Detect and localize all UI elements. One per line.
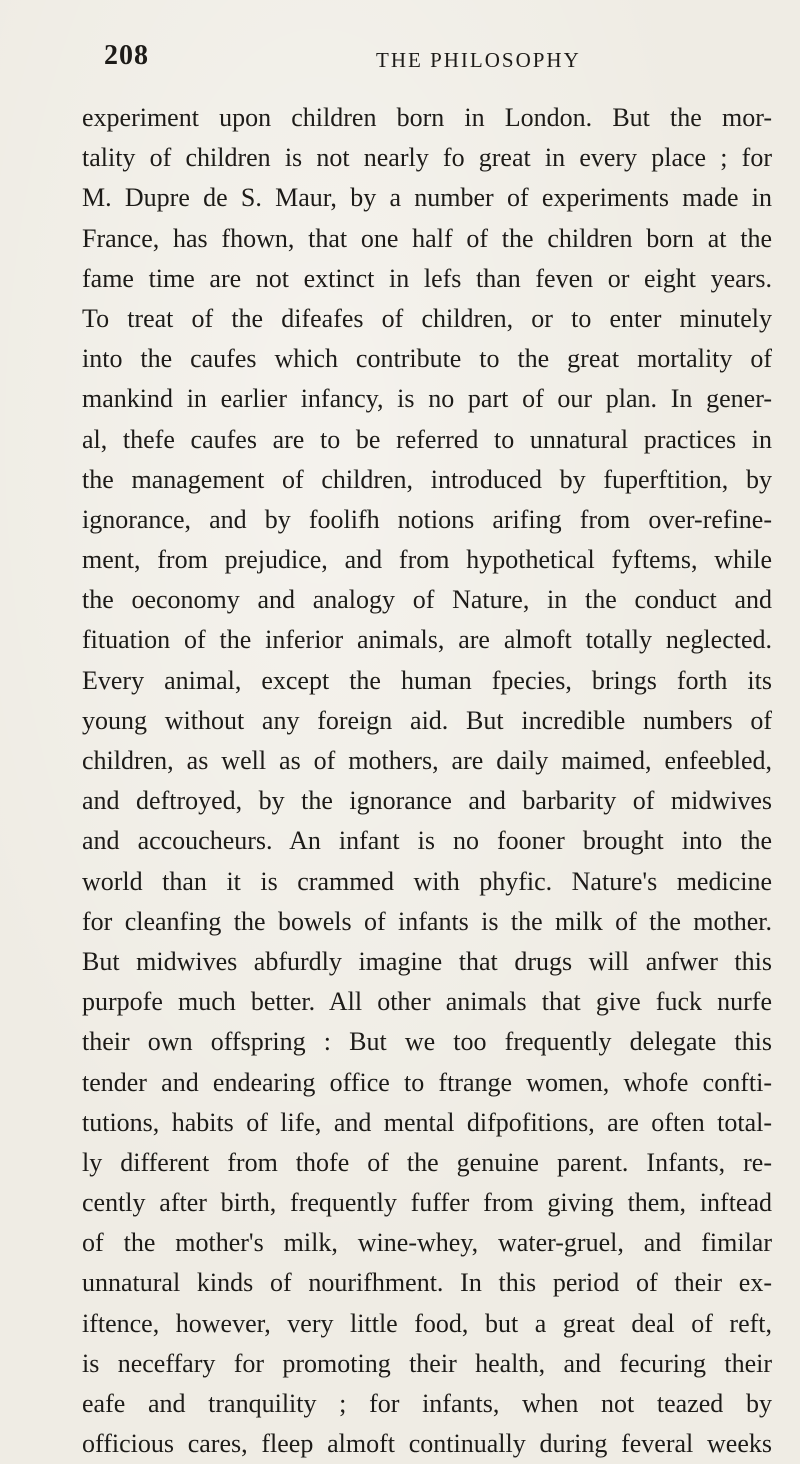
text-line: iftence, however, very little food, but a great deal of reft, (82, 1308, 772, 1338)
text-line: M. Dupre de S. Maur, by a number of experiments made in (82, 183, 772, 213)
text-line: tender and endearing office to ftrange women, whofe confti- (82, 1067, 772, 1097)
text-line: Every animal, except the human fpecies, brings forth its (82, 665, 772, 695)
text-line: and accoucheurs. An infant is no fooner brought into the (82, 826, 772, 856)
text-line: al, thefe caufes are to be referred to unnatural practices in (82, 424, 772, 454)
text-line: world than it is crammed with phyfic. Nature's medicine (82, 866, 772, 896)
text-line: France, has fhown, that one half of the children born at the (82, 223, 772, 253)
text-line: officious cares, fleep almoft continually during feveral weeks (82, 1429, 772, 1459)
text-line: fame time are not extinct in lefs than feven or eight years. (82, 263, 772, 293)
running-head: THE PHILOSOPHY (376, 48, 581, 72)
page-number: 208 (104, 40, 149, 71)
text-line: tutions, habits of life, and mental difpofitions, are often total- (82, 1107, 772, 1137)
text-line: ignorance, and by foolifh notions arifing from over-refine- (82, 504, 772, 534)
text-line: is neceffary for promoting their health, and fecuring their (82, 1348, 772, 1378)
text-line: the oeconomy and analogy of Nature, in the conduct and (82, 585, 772, 615)
text-line: and deftroyed, by the ignorance and barbarity of midwives (82, 786, 772, 816)
text-line: tality of children is not nearly fo great in every place ; for (82, 143, 772, 173)
text-line: mankind in earlier infancy, is no part of our plan. In gener- (82, 384, 772, 414)
body-text (82, 98, 772, 1464)
text-line: purpofe much better. All other animals that give fuck nurfe (82, 987, 772, 1017)
text-line: ment, from prejudice, and from hypothetical fyftems, while (82, 545, 772, 575)
text-line: their own offspring : But we too frequently delegate this (82, 1027, 772, 1057)
text-line: children, as well as of mothers, are daily maimed, enfeebled, (82, 746, 772, 775)
text-line: for cleanfing the bowels of infants is the milk of the mother. (82, 906, 772, 936)
text-line: young without any foreign aid. But incredible numbers of (82, 705, 772, 735)
text-line: cently after birth, frequently fuffer from giving them, inftead (82, 1188, 772, 1218)
text-line: unnatural kinds of nourifhment. In this period of their ex- (82, 1268, 772, 1298)
page-header (64, 0, 800, 104)
text-line: the management of children, introduced by fuperftition, by (82, 464, 772, 494)
text-line: eafe and tranquility ; for infants, when not teazed by (82, 1389, 772, 1418)
text-line: To treat of the difeafes of children, or to enter minutely (82, 303, 772, 333)
text-line: But midwives abfurdly imagine that drugs will anfwer this (82, 946, 772, 976)
text-line: into the caufes which contribute to the great mortality of (82, 344, 772, 374)
text-line: of the mother's milk, wine-whey, water-gruel, and fimilar (82, 1228, 772, 1258)
text-line: experiment upon children born in London. But the mor- (82, 103, 772, 132)
text-line: ly different from thofe of the genuine parent. Infants, re- (82, 1147, 772, 1177)
text-line: fituation of the inferior animals, are almoft totally neglected. (82, 625, 772, 655)
